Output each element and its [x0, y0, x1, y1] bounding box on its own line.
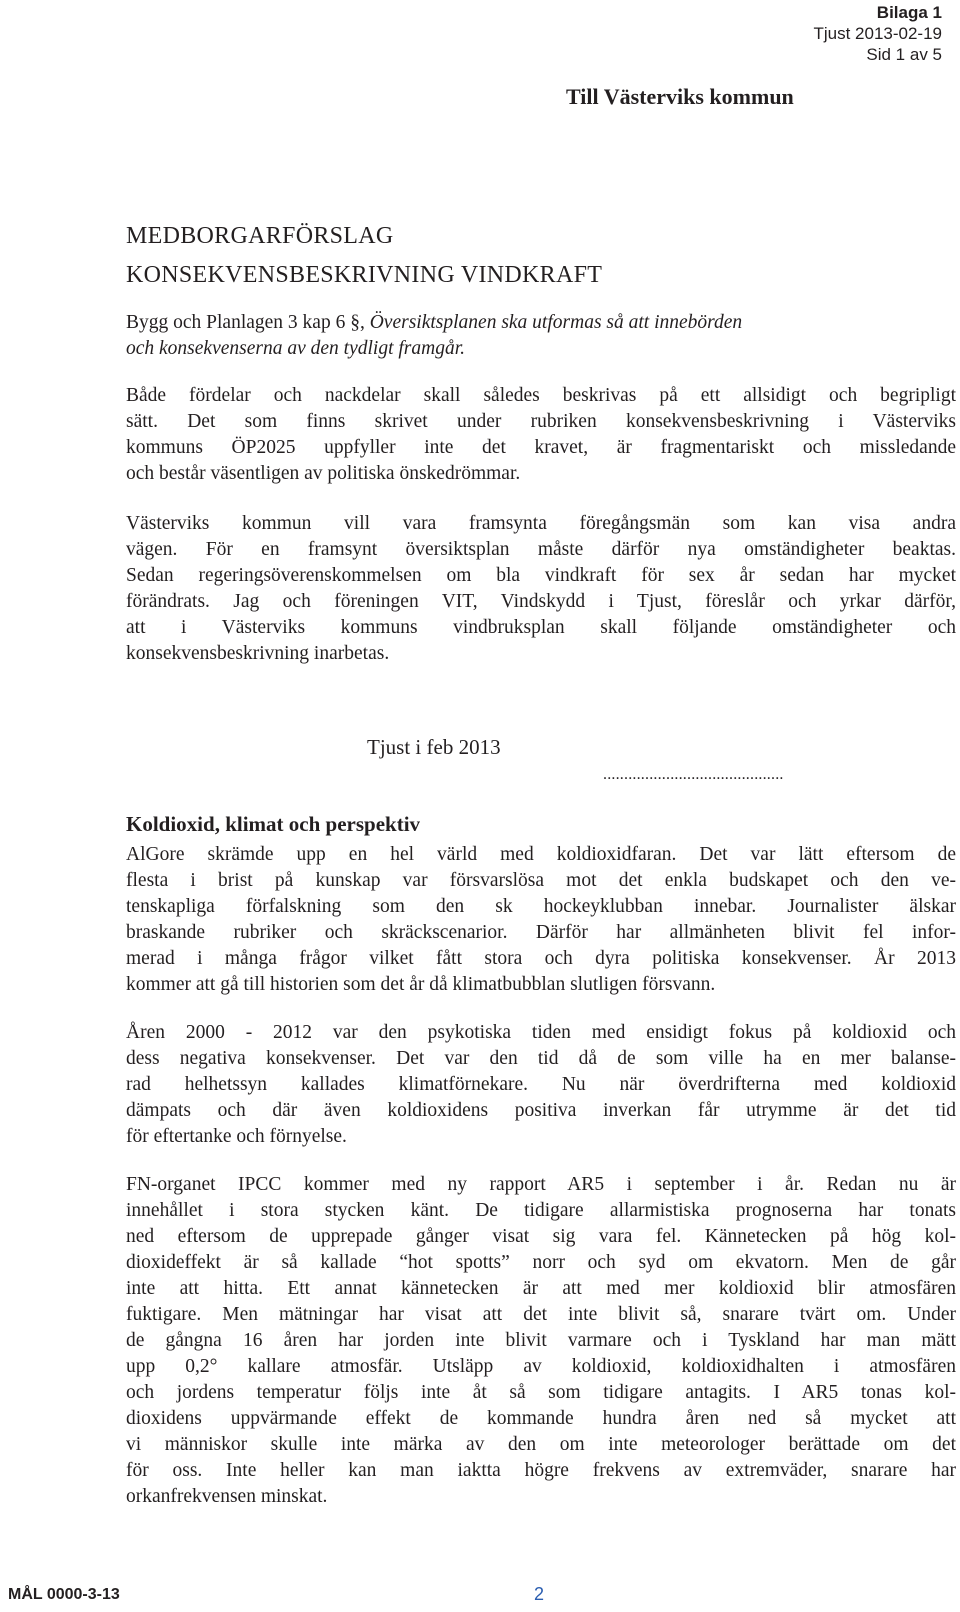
intro-paragraph: [126, 310, 956, 362]
place-date: Tjust 2013-02-19: [813, 24, 942, 43]
text-line: sätt. Det som finns skrivet under rubriken konsekvensbeskrivning i Västerviks: [126, 411, 956, 432]
text-line: braskande rubriker och skräckscenarior. Därför har allmänheten blivit fel infor-: [126, 922, 956, 943]
text-line: dämpats och där även koldioxidens positiva inverkan får utrymme är det tid: [126, 1100, 956, 1121]
text-line: FN-organet IPCC kommer med ny rapport AR5 i september i år. Redan nu är: [126, 1174, 956, 1195]
text-line: för oss. Inte heller kan man iaktta högre frekvens av extremväder, snarare har: [126, 1460, 956, 1481]
intro-legal-reference: Bygg och Planlagen 3 kap 6 §,: [126, 312, 370, 333]
signature-place-date: Tjust i feb 2013: [367, 735, 501, 759]
text-line: Västerviks kommun vill vara framsynta föregångsmän som kan visa andra: [126, 513, 956, 534]
text-line: Både fördelar och nackdelar skall således beskrivas på ett allsidigt och begripligt: [126, 385, 956, 406]
paragraph-3: [126, 842, 956, 998]
text-line: att i Västerviks kommuns vindbruksplan skall följande omständigheter och: [126, 617, 956, 638]
text-line: fuktigare. Men mätningar har visat att det inte blivit så, snarare tvärt om. Under: [126, 1304, 956, 1325]
text-line: konsekvensbeskrivning inarbetas.: [126, 643, 390, 664]
text-line: kommuns ÖP2025 uppfyller inte det kravet, är fragmentariskt och missledande: [126, 437, 956, 458]
text-line: förändrats. Jag och föreningen VIT, Vindskydd i Tjust, föreslår och yrkar därför,: [126, 591, 956, 612]
text-line: för eftertanke och förnyelse.: [126, 1126, 347, 1147]
paragraph-5: [126, 1172, 956, 1510]
paragraph-1: [126, 383, 956, 487]
paragraph-4: [126, 1020, 956, 1150]
text-line: ned eftersom de upprepade gånger visat sig vara fel. Kännetecken på hög kol-: [126, 1226, 956, 1247]
text-line: vi människor skulle inte märka av den om inte meteorologer berättade om det: [126, 1434, 956, 1455]
text-line: dess negativa konsekvenser. Det var den tid då de som ville ha en mer balanse-: [126, 1048, 956, 1069]
text-line: rad helhetssyn kallades klimatförnekare. Nu när överdrifterna med koldioxid: [126, 1074, 956, 1095]
document-header: [813, 2, 942, 65]
text-line: merad i många frågor vilket fått stora och dyra politiska konsekvenser. År 2013: [126, 948, 956, 969]
text-line: de gångna 16 åren har jorden inte blivit varmare och i Tyskland har man mätt: [126, 1330, 956, 1351]
text-line: dioxideffekt är så kallade “hot spotts” norr och syd om ekvatorn. Men de går: [126, 1252, 956, 1273]
text-line: vägen. För en framsynt översiktsplan måste därför nya omständigheter beaktas.: [126, 539, 956, 560]
text-line: kommer att gå till historien som det år då klimatbubblan slutligen försvann.: [126, 974, 716, 995]
text-line: Sedan regeringsöverenskommelsen om bla vindkraft för sex år sedan har mycket: [126, 565, 956, 586]
page-indicator: Sid 1 av 5: [866, 45, 942, 64]
text-line: och jordens temperatur följs inte åt så som tidigare antagits. I AR5 tonas kol-: [126, 1382, 956, 1403]
text-line: orkanfrekvensen minskat.: [126, 1486, 328, 1507]
intro-quote: Översiktsplanen ska utformas så att innebörden: [369, 312, 743, 333]
text-line: flesta i brist på kunskap var försvarslösa mot det enkla budskapet och den ve-: [126, 870, 956, 891]
paragraph-2: [126, 511, 956, 667]
text-line: och består väsentligen av politiska önskedrömmar.: [126, 463, 521, 484]
text-line: Åren 2000 - 2012 var den psykotiska tiden med ensidigt fokus på koldioxid och: [126, 1022, 956, 1043]
document-title-line-2: KONSEKVENSBESKRIVNING VINDKRAFT: [126, 262, 603, 288]
intro-line-2: och konsekvenserna av den tydligt framgår.: [126, 338, 466, 359]
text-line: dioxidens uppvärmande effekt de kommande hundra åren ned så mycket att: [126, 1408, 956, 1429]
text-line: upp 0,2° kallare atmosfär. Utsläpp av koldioxid, koldioxidhalten i atmosfären: [126, 1356, 956, 1377]
signature-line: ...........................................: [603, 766, 784, 783]
text-line: inte att hitta. Ett annat kännetecken är att med mer koldioxid blir atmosfären: [126, 1278, 956, 1299]
page-number: 2: [534, 1584, 545, 1604]
recipient: Till Västerviks kommun: [566, 84, 794, 109]
document-title-line-1: MEDBORGARFÖRSLAG: [126, 223, 394, 249]
text-line: innehållet i stora stycken känt. De tidigare allarmistiska prognoserna har tonats: [126, 1200, 956, 1221]
section-heading: Koldioxid, klimat och perspektiv: [126, 812, 421, 836]
attachment-label: Bilaga 1: [876, 3, 942, 22]
text-line: tenskapliga förfalskning som den sk hockeyklubban innebar. Journalister älskar: [126, 896, 956, 917]
text-line: AlGore skrämde upp en hel värld med koldioxidfaran. Det var lätt eftersom de: [126, 844, 956, 865]
intro-line-1: [126, 310, 956, 336]
case-number: MÅL 0000-3-13: [8, 1586, 120, 1603]
